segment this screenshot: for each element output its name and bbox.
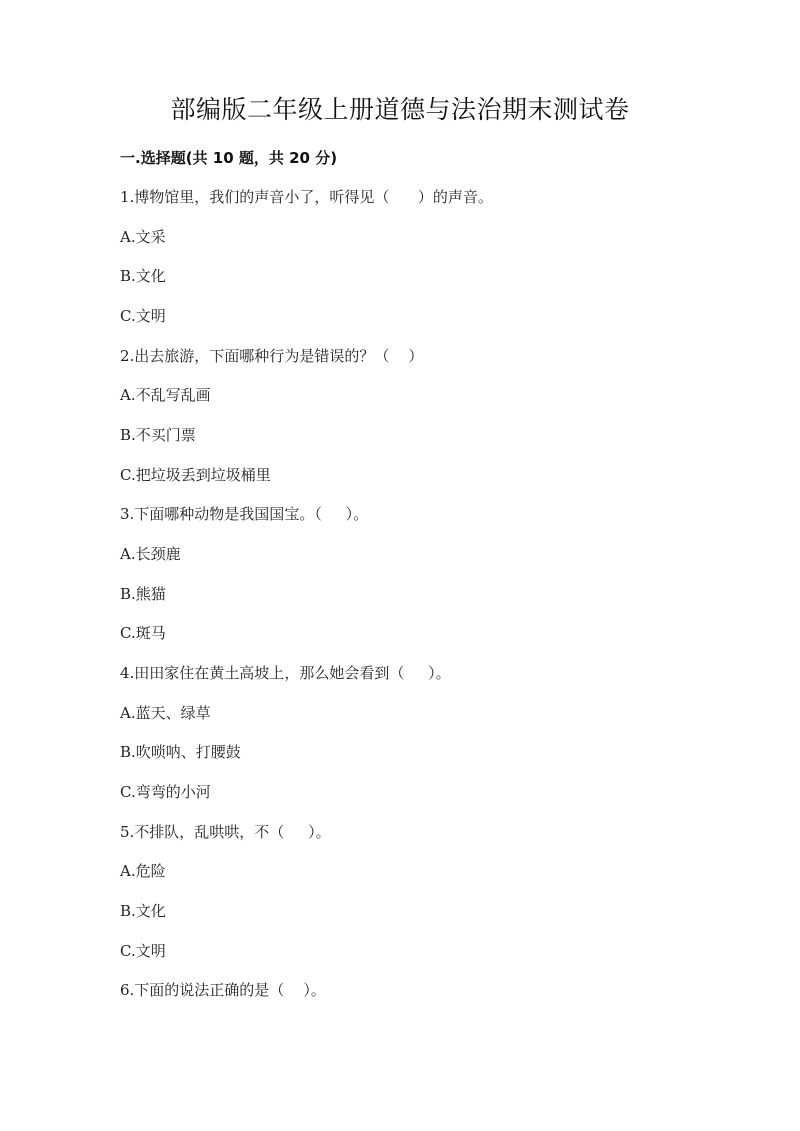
question-3-option-c: C.斑马 [120,624,166,642]
question-6-stem: 6.下面的说法正确的是（ ）。 [120,981,326,999]
question-5-option-c: C.文明 [120,942,166,960]
question-2-option-c: C.把垃圾丢到垃圾桶里 [120,466,271,484]
question-2-option-b: B.不买门票 [120,426,196,444]
question-1-option-c: C.文明 [120,307,166,325]
question-5-option-b: B.文化 [120,902,166,920]
question-1-option-a: A.文采 [120,228,166,246]
page-title: 部编版二年级上册道德与法治期末测试卷 [170,95,630,124]
question-3-stem: 3.下面哪种动物是我国国宝。（ ）。 [120,505,369,523]
question-3-option-b: B.熊猫 [120,585,166,603]
question-5-stem: 5.不排队，乱哄哄，不（ ）。 [120,823,331,841]
question-4-option-c: C.弯弯的小河 [120,783,211,801]
question-2-stem: 2.出去旅游，下面哪种行为是错误的？（ ） [120,347,424,365]
question-2-option-a: A.不乱写乱画 [120,386,211,404]
question-5-option-a: A.危险 [120,862,166,880]
section-heading: 一.选择题(共 10 题，共 20 分) [120,149,338,167]
question-4-stem: 4.田田家住在黄土高坡上，那么她会看到（ ）。 [120,664,451,682]
question-1-stem: 1.博物馆里，我们的声音小了，听得见（ ）的声音。 [120,188,493,206]
question-1-option-b: B.文化 [120,267,166,285]
question-4-option-b: B.吹唢呐、打腰鼓 [120,743,241,761]
question-4-option-a: A.蓝天、绿草 [120,704,211,722]
question-3-option-a: A.长颈鹿 [120,545,181,563]
